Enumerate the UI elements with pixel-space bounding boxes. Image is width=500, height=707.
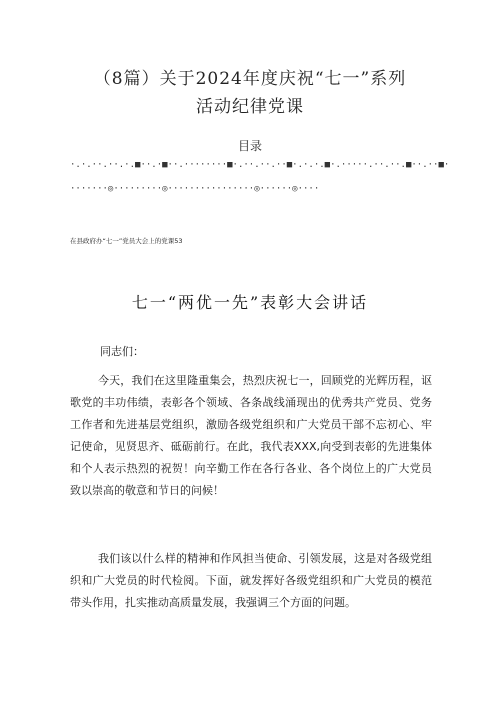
body-paragraph-1: 今天，我们在这里隆重集会，热烈庆祝七一，回顾党的光辉历程，讴歌党的丰功伟绩，表彰各个领域、各条战线涌现出的优秀共产党员、党务工作者和先进基层党组织，激励各级党组织和广大党员干部不忘初心、牢记使命，见贤思齐、砥砺前行。在此，我代表XXX,向受到表彰的先进集体和个人表示热烈的祝贺！向辛勤工作在各行各业、各个岗位上的广大党员致以崇高的敬意和节日的问候！ xyxy=(70,374,432,497)
toc-leader-line-2: ·······◎·········◎················◎······◎···· xyxy=(70,184,320,194)
body-paragraph-2: 我们该以什么样的精神和作风担当使命、引领发展，这是对各级党组织和广大党员的时代检阅。下面，就发挥好各级党组织和广大党员的模范带头作用，扎实推动高质量发展，我强调三个方面的问题。 xyxy=(70,552,432,609)
document-title-line-1: （8篇）关于2024年度庆祝“七一”系列 xyxy=(93,69,407,89)
document-title-line-2: 活动纪律党课 xyxy=(196,97,304,117)
toc-heading: 目录 xyxy=(237,139,262,153)
speech-title: 七一“两优一先”表彰大会讲话 xyxy=(131,293,369,312)
toc-leader-line-1: ·.·.··.··.·.■··.·■··.········■·.··.··.··■·.·.·.■·.·····.··.··.■··.··■· xyxy=(70,160,450,170)
toc-entry[interactable]: 在县政府办“七一”党员大会上的党课53 xyxy=(70,237,183,245)
salutation: 同志们： xyxy=(100,345,144,358)
